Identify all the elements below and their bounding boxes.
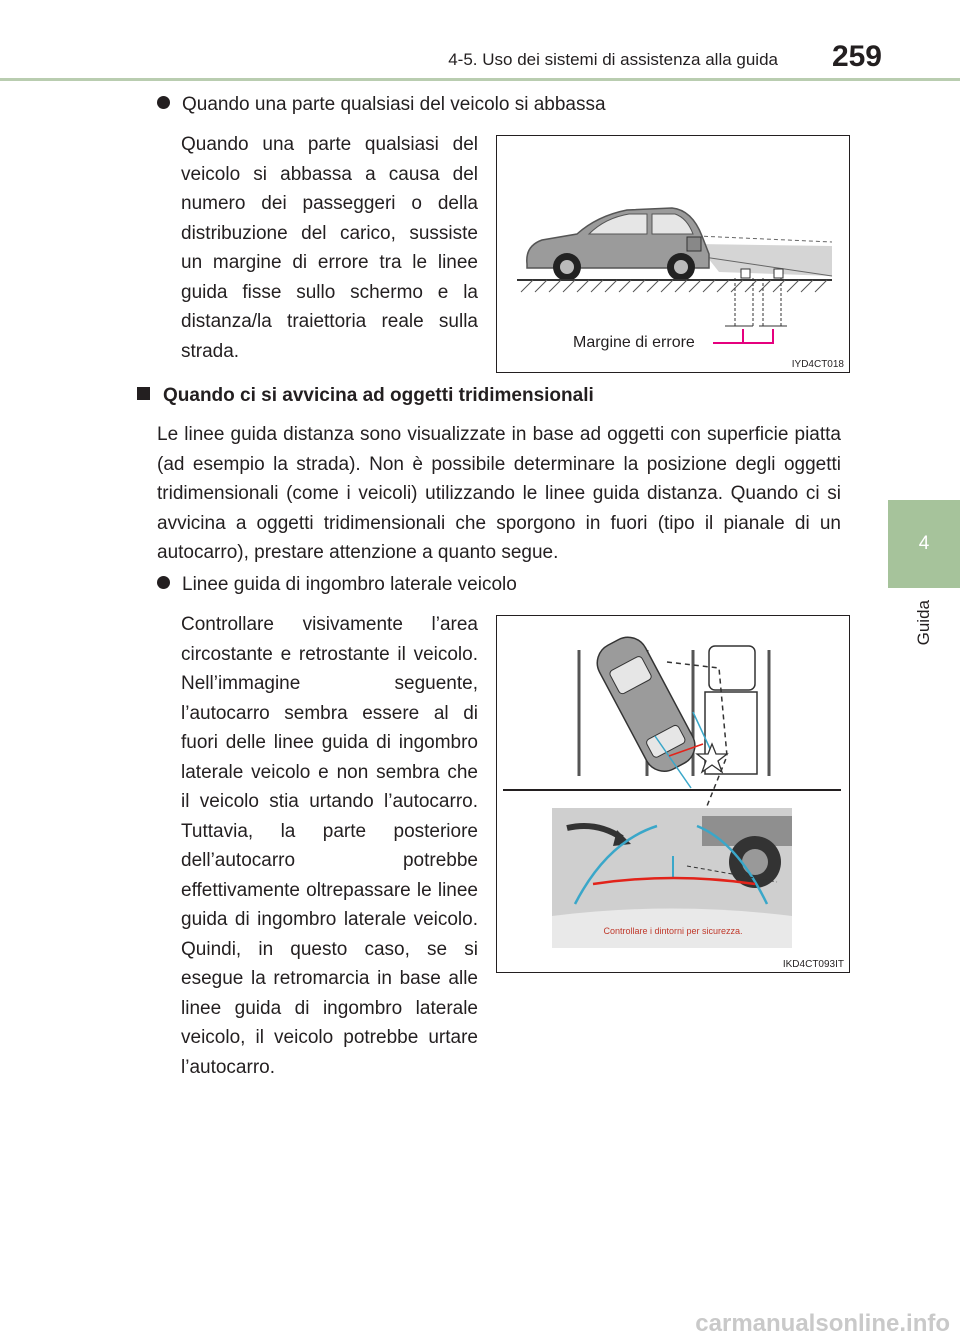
paragraph: Controllare visivamente l’area circostante e retrostante il veicolo. Nell’immagine seguente, l’autocarro sembra essere al di fuori delle linee guida di ingombro laterale veicolo e non sembra che il veicolo stia urtando l’autocarro. Tuttavia, la parte posteriore dell’autocarro potrebbe effettivamente oltrepassare le linee guida di ingombro laterale veicolo. Quindi, in questo caso, se si esegue la retromarcia in base alle linee guida di ingombro laterale veicolo, il veicolo potrebbe urtare l’autocarro. xyxy=(181,614,478,1078)
section-heading: Quando ci si avvicina ad oggetti tridimensionali xyxy=(137,385,594,407)
section-title: 4-5. Uso dei sistemi di assistenza alla guida xyxy=(448,50,778,69)
page-number: 259 xyxy=(831,40,882,73)
camera-box xyxy=(687,237,701,251)
paragraph: Le linee guida distanza sono visualizzate in base ad oggetti con superficie piatta (ad esempio la strada). Non è possibile determinare la posizione degli oggetti tridimensionali (come i veicoli) utilizzando le linee guida distanza. Quando ci si avvicina a oggetti tridimensionali che sporgono in fuori (tipo il pianale di un autocarro), prestare attenzione a quanto segue. xyxy=(157,424,841,563)
figure-vehicle-lowered xyxy=(496,135,850,373)
bullet-item: Quando una parte qualsiasi del veicolo si abbassa xyxy=(157,94,606,116)
bullet-dot-icon xyxy=(157,576,170,589)
camera-beam-upper xyxy=(697,244,832,276)
error-margin-label: Margine di errore xyxy=(573,334,695,351)
figure-code: IKD4CT093IT xyxy=(782,959,844,970)
bullet-item: Linee guida di ingombro laterale veicolo xyxy=(157,574,517,596)
chapter-tab[interactable]: 4 xyxy=(888,500,960,588)
marker-1 xyxy=(741,269,750,278)
figure-side-clearance xyxy=(496,615,850,973)
paragraph: Quando una parte qualsiasi del veicolo si abbassa a causa del numero dei passeggeri o della distribuzione del carico, sussiste un margine di errore tra le linee guida fisse sullo schermo e la distanza/la traiettoria reale sulla strada. xyxy=(181,134,478,362)
screen-warning-text: Controllare i dintorni per sicurezza. xyxy=(603,926,743,936)
marker-2 xyxy=(774,269,783,278)
bullet-dot-icon xyxy=(157,96,170,109)
car-top-view xyxy=(590,630,702,778)
heading-square-icon xyxy=(137,387,150,400)
error-margin-bracket xyxy=(713,329,773,343)
watermark: carmanualsonline.info xyxy=(695,1310,950,1337)
chapter-label: Guida xyxy=(914,600,933,646)
header-rule xyxy=(0,78,960,81)
figure-code: IYD4CT018 xyxy=(791,359,844,370)
